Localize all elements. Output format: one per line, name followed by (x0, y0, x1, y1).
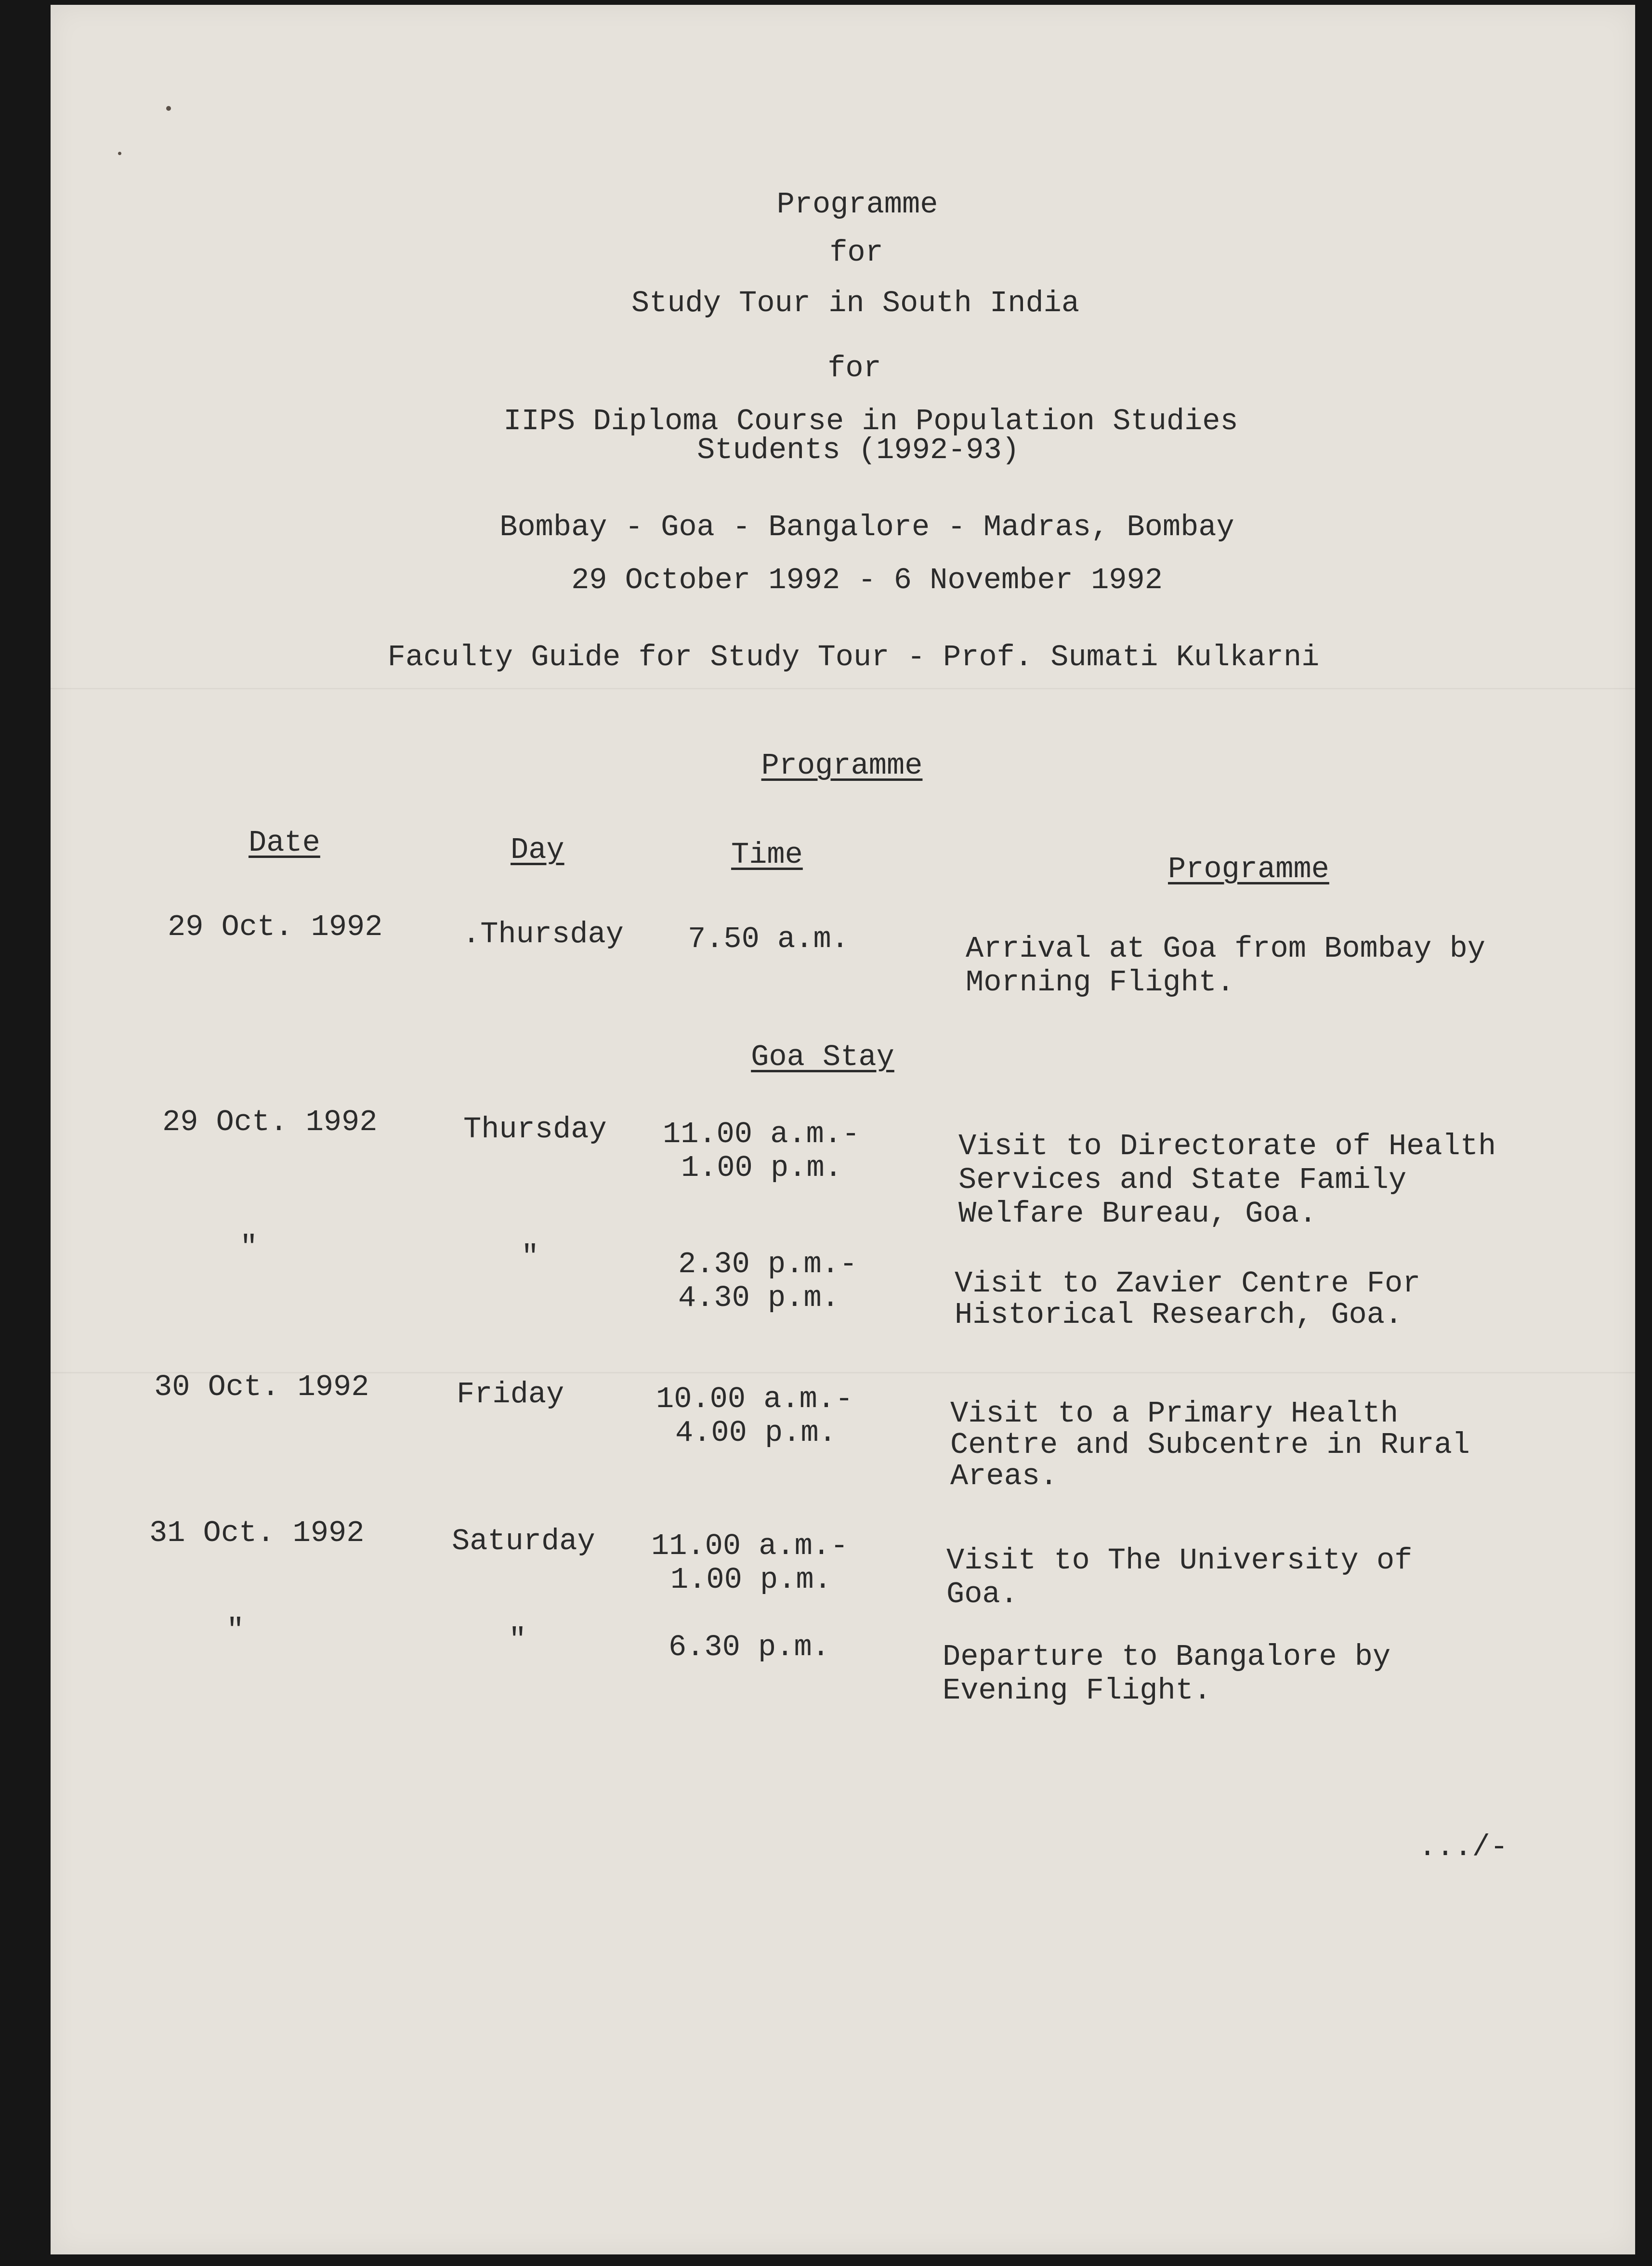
continuation-mark: .../- (1418, 1830, 1508, 1864)
ditto-mark: " (226, 1613, 245, 1647)
row-programme: Welfare Bureau, Goa. (958, 1197, 1317, 1231)
route-line: Bombay - Goa - Bangalore - Madras, Bombay (499, 510, 1234, 544)
goa-stay-heading: Goa Stay (751, 1040, 894, 1074)
row-time: 2.30 p.m.- (678, 1247, 858, 1281)
row-programme: Areas. (950, 1459, 1058, 1493)
date-range: 29 October 1992 - 6 November 1992 (571, 563, 1163, 597)
paper-fold (51, 688, 1635, 689)
column-date: Date (249, 826, 320, 860)
programme-heading: Programme (761, 749, 923, 783)
title-line: Students (1992-93) (697, 433, 1020, 467)
row-date: 29 Oct. 1992 (168, 910, 383, 944)
row-programme: Evening Flight. (943, 1673, 1212, 1708)
row-date: 30 Oct. 1992 (154, 1370, 369, 1404)
title-line: for (827, 351, 881, 385)
row-programme: Historical Research, Goa. (955, 1298, 1403, 1332)
row-programme: Centre and Subcentre in Rural (950, 1428, 1470, 1462)
ditto-mark: " (521, 1240, 539, 1274)
row-programme: Visit to Directorate of Health (958, 1129, 1496, 1163)
row-programme: Goa. (946, 1577, 1018, 1611)
ditto-mark: " (240, 1230, 258, 1265)
row-time: 1.00 p.m. (681, 1151, 842, 1185)
row-time: 6.30 p.m. (669, 1630, 830, 1664)
row-time: 4.30 p.m. (678, 1281, 839, 1315)
title-line: IIPS Diploma Course in Population Studies (503, 404, 1238, 438)
row-programme: Departure to Bangalore by (943, 1640, 1391, 1674)
row-programme: Morning Flight. (966, 965, 1235, 1000)
column-day: Day (511, 833, 564, 867)
title-line: for (829, 236, 883, 270)
column-time: Time (731, 838, 803, 872)
row-date: 29 Oct. 1992 (162, 1105, 378, 1139)
row-day: Saturday (452, 1524, 595, 1558)
row-day: .Thursday (462, 917, 624, 951)
row-time: 1.00 p.m. (670, 1563, 832, 1597)
column-programme: Programme (1168, 852, 1329, 886)
row-programme: Services and State Family (958, 1163, 1407, 1197)
row-date: 31 Oct. 1992 (149, 1516, 365, 1550)
row-programme: Visit to Zavier Centre For (955, 1266, 1421, 1301)
row-time: 11.00 a.m.- (651, 1529, 849, 1563)
ditto-mark: " (509, 1623, 527, 1657)
row-time: 10.00 a.m.- (656, 1382, 853, 1416)
row-day: Thursday (463, 1112, 607, 1146)
row-time: 11.00 a.m.- (663, 1117, 860, 1151)
row-time: 4.00 p.m. (675, 1416, 837, 1450)
paper-mark (166, 106, 171, 111)
faculty-guide: Faculty Guide for Study Tour - Prof. Sumati Kulkarni (387, 640, 1320, 674)
row-programme: Visit to a Primary Health (950, 1396, 1399, 1431)
row-day: Friday (457, 1377, 564, 1411)
row-programme: Arrival at Goa from Bombay by (966, 932, 1485, 966)
title-line: Programme (776, 187, 938, 222)
row-programme: Visit to The University of (946, 1543, 1413, 1578)
row-time: 7.50 a.m. (688, 922, 849, 956)
title-line: Study Tour in South India (631, 286, 1080, 320)
paper-mark (118, 152, 121, 155)
